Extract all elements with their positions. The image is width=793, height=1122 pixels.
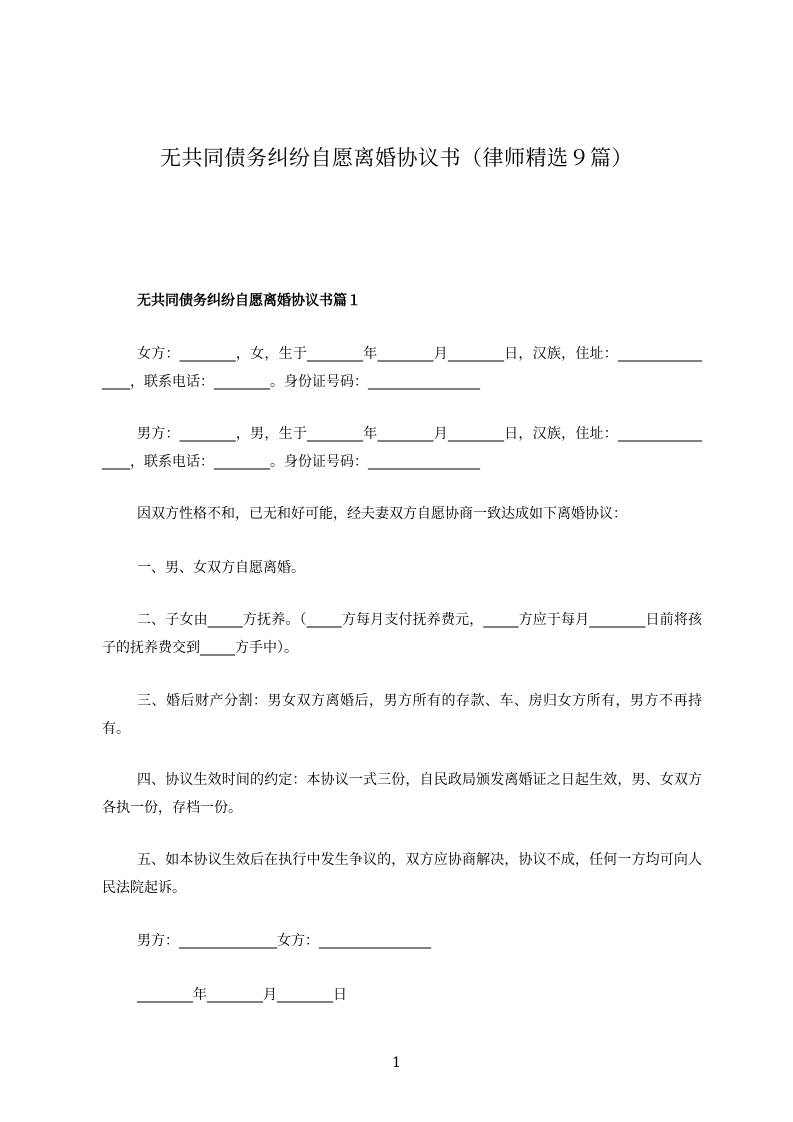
signature-line: 男方：______________女方：________________ <box>137 933 431 949</box>
page-number: 1 <box>392 1055 401 1071</box>
clause-2: 二、子女由_____方抚养。（_____方每月支付抚养费元，_____方应于每月________日前将孩子的抚养费交到_____方手中）。 <box>102 612 702 656</box>
paragraph-male-party: 男方：________，男，生于________年________月________日，汉族，住址：________________，联系电话：________。身份证号码：________________ <box>102 426 702 470</box>
clause-5: 五、如本协议生效后在执行中发生争议的，双方应协商解决，协议不成，任何一方均可向人民法院起诉。 <box>102 852 702 896</box>
document-title: 无共同债务纠纷自愿离婚协议书（律师精选９篇） <box>160 146 633 170</box>
paragraph-female-party: 女方：________，女，生于________年________月________日，汉族，住址：________________，联系电话：________。身份证号码：________________ <box>102 346 702 390</box>
clause-1: 一、男、女双方自愿离婚。 <box>137 560 305 576</box>
paragraph-intro: 因双方性格不和，已无和好可能，经夫妻双方自愿协商一致达成如下离婚协议： <box>137 506 627 522</box>
clause-4: 四、协议生效时间的约定：本协议一式三份，自民政局颁发离婚证之日起生效，男、女双方各执一份，存档一份。 <box>102 772 702 816</box>
section-heading: 无共同债务纠纷自愿离婚协议书篇１ <box>137 293 361 309</box>
clause-3: 三、婚后财产分割：男女双方离婚后，男方所有的存款、车、房归女方所有，男方不再持有。 <box>102 693 702 737</box>
date-line: ________年________月________日 <box>137 987 347 1003</box>
